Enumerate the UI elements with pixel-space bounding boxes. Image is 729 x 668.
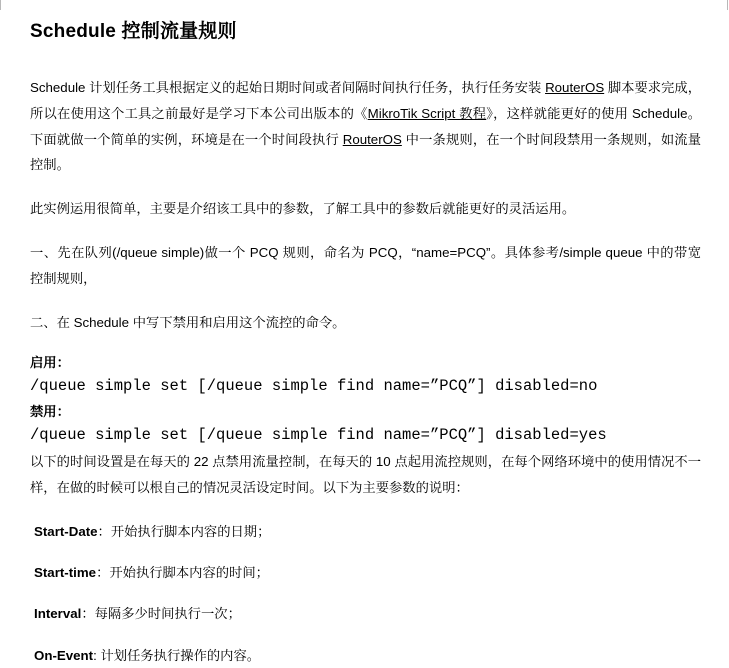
param-on-event	[30, 643, 701, 668]
page-title: Schedule 控制流量规则	[30, 21, 237, 42]
param-start-date	[30, 519, 701, 544]
enable-command-code: /queue simple set [/queue simple find name=”PCQ”] disabled=no	[30, 377, 598, 396]
param-desc: ：开始执行脚本内容的日期；	[97, 523, 271, 539]
term-routeros: RouterOS	[545, 79, 605, 95]
param-name: Start-time	[34, 565, 97, 581]
param-desc: ：每隔多少时间执行一次；	[81, 606, 241, 622]
page-edge-rule-right	[727, 0, 728, 10]
param-start-time	[30, 560, 701, 585]
disable-command-code: /queue simple set [/queue simple find name=”PCQ”] disabled=yes	[30, 425, 607, 444]
enable-label: 启用：	[30, 355, 70, 371]
param-desc: : 计划任务执行操作的内容。	[93, 647, 261, 663]
term-routeros-2: RouterOS	[342, 131, 402, 147]
parameter-list	[30, 519, 701, 668]
param-name: On-Event	[34, 647, 94, 663]
param-desc: ：开始执行脚本内容的时间；	[96, 565, 269, 581]
term-mikrotik-script: MikroTik Script 教程	[367, 105, 487, 121]
paragraph-step-one: 一、先在队列(/queue simple)做一个 PCQ 规则，命名为 PCQ，“name=PCQ”。具体参考/simple queue 中的带宽控制规则，	[30, 245, 701, 287]
paragraph-time-note: 以下的时间设置是在每天的 22 点禁用流量控制，在每天的 10 点起用流控规则，在每个网络环境中的使用情况不一样，在做的时候可以根自己的情况灵活设定时间。以下为主要参数的说明：	[30, 454, 701, 496]
disable-label: 禁用：	[30, 403, 70, 419]
param-name: Start-Date	[34, 523, 98, 539]
paragraph-intro: Schedule 计划任务工具根据定义的起始日期时间或者间隔时间执行任务，执行任务安装 RouterOS 脚本要求完成，所以在使用这个工具之前最好是学习下本公司出版本的《MikroTik Script 教程》，这样就能更好的使用 Schedule。下面就做一个简单的实例，环境是在一个时间段执行 RouterOS 中一条规则，在一个时间段禁用一条规则，如流量控制。	[30, 79, 701, 173]
param-interval	[30, 601, 701, 626]
param-name: Interval	[34, 606, 82, 622]
paragraph-purpose: 此实例运用很简单，主要是介绍该工具中的参数，了解工具中的参数后就能更好的灵活运用。	[30, 201, 576, 217]
paragraph-step-two: 二、在 Schedule 中写下禁用和启用这个流控的命令。	[30, 315, 346, 331]
page-edge-rule-left	[0, 0, 1, 10]
